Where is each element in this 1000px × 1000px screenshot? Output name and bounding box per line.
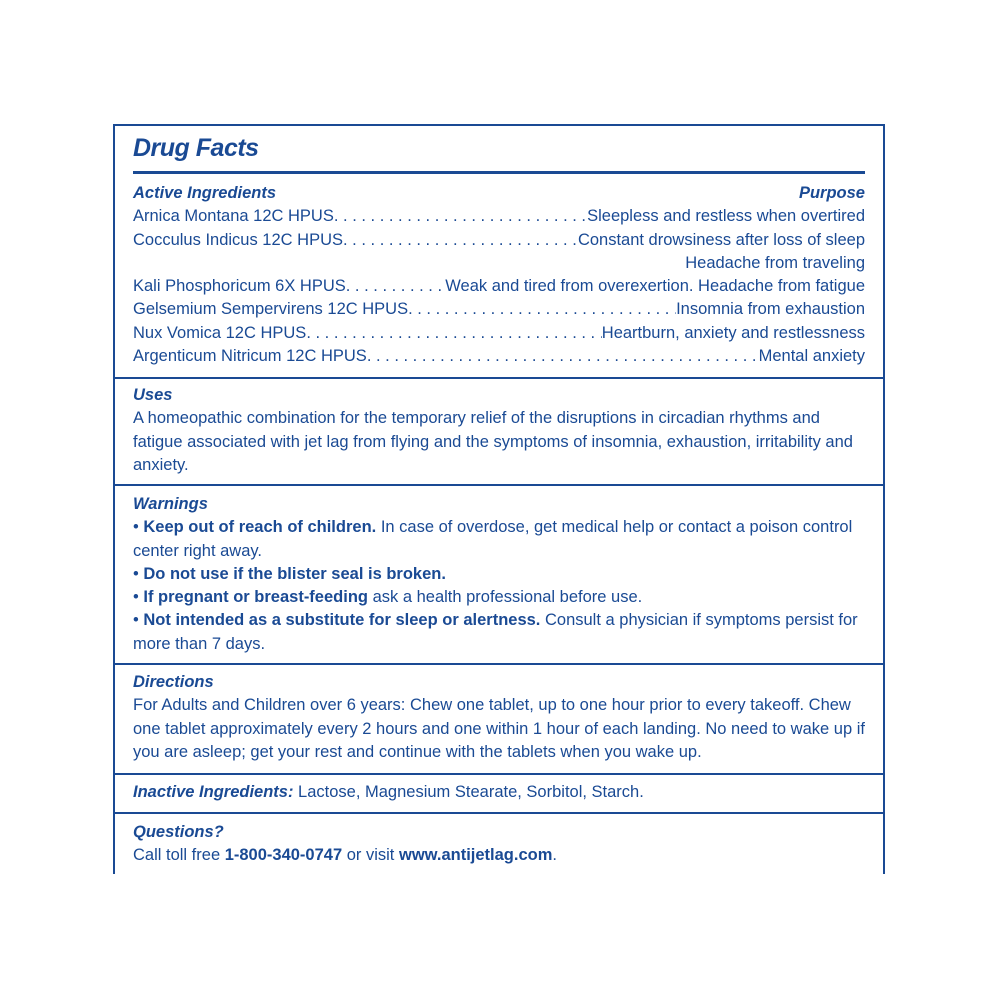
ingredient-purpose: Insomnia from exhaustion — [676, 300, 865, 319]
dot-leader — [343, 229, 578, 252]
questions-heading: Questions? — [133, 823, 224, 841]
ingredient-purpose: Constant drowsiness after loss of sleep — [577, 230, 865, 249]
dot-leader — [306, 322, 601, 345]
title-rule — [133, 171, 865, 174]
directions-text: For Adults and Children over 6 years: Chew one tablet, up to one hour prior to every takeoff. Chew one tablet approximately every 2 hours and one within 1 hour of each landing. No need to wake up if you are asleep; get your rest and continue with the tablets when you wake up. — [133, 696, 865, 761]
ingredient-row — [133, 298, 865, 321]
ingredient-row — [133, 322, 865, 345]
ingredient-purpose: Sleepless and restless when overtired — [587, 207, 865, 226]
questions-section — [133, 821, 865, 868]
warning-item: • Keep out of reach of children. In case of overdose, get medical help or contact a poison control center right away. — [133, 518, 853, 560]
ingredient-name: Nux Vomica 12C HPUS — [133, 323, 307, 342]
section-divider — [115, 663, 883, 665]
active-ingredients-section — [133, 182, 865, 368]
warning-item: • Do not use if the blister seal is broken. — [133, 564, 446, 583]
ingredient-purpose: Weak and tired from overexertion. Headache from fatigue — [445, 277, 865, 296]
warnings-heading: Warnings — [133, 495, 208, 513]
warning-emphasis: If pregnant or breast-feeding — [143, 588, 368, 607]
warning-emphasis: Not intended as a substitute for sleep or alertness. — [143, 611, 541, 630]
website-link: www.antijetlag.com — [398, 846, 553, 865]
section-divider — [115, 773, 883, 775]
directions-section — [133, 671, 865, 764]
ingredient-name: Cocculus Indicus 12C HPUS — [133, 230, 344, 249]
dot-leader — [367, 345, 759, 368]
warning-item: • Not intended as a substitute for sleep or alertness. Consult a physician if symptoms persist for more than 7 days. — [133, 611, 858, 653]
directions-heading: Directions — [133, 673, 214, 691]
inactive-ingredients-text: Lactose, Magnesium Stearate, Sorbitol, Starch. — [293, 783, 644, 801]
questions-prefix: Call toll free — [133, 846, 225, 865]
ingredient-row — [133, 345, 865, 368]
dot-leader — [346, 275, 445, 298]
warning-emphasis: Keep out of reach of children. — [143, 518, 377, 537]
ingredient-row — [133, 229, 865, 252]
inactive-ingredients-section — [133, 781, 865, 804]
ingredient-row — [133, 205, 865, 228]
warning-item: • If pregnant or breast-feeding ask a health professional before use. — [133, 588, 643, 607]
uses-text: A homeopathic combination for the temporary relief of the disruptions in circadian rhythms and fatigue associated with jet lag from flying and the symptoms of insomnia, exhaustion, irritability and anxiety. — [133, 409, 853, 474]
ingredient-name: Gelsemium Sempervirens 12C HPUS — [133, 300, 409, 319]
uses-heading: Uses — [133, 386, 173, 404]
warning-text: ask a health professional before use. — [367, 588, 643, 607]
ingredient-name: Argenticum Nitricum 12C HPUS — [133, 347, 367, 366]
ingredient-purpose: Heartburn, anxiety and restlessness — [601, 323, 865, 342]
phone-number: 1-800-340-0747 — [224, 846, 343, 865]
questions-middle: or visit — [342, 846, 399, 865]
uses-section — [133, 384, 865, 477]
warnings-section — [133, 493, 865, 656]
questions-suffix: . — [552, 846, 557, 865]
purpose-heading: Purpose — [798, 184, 865, 202]
warning-text: In case of overdose, get medical help or contact a poison control center right away. — [133, 518, 853, 560]
inactive-ingredients-heading: Inactive Ingredients: — [133, 783, 294, 801]
ingredient-name: Kali Phosphoricum 6X HPUS — [133, 277, 346, 296]
dot-leader — [334, 205, 587, 228]
ingredient-row — [133, 275, 865, 298]
drug-facts-panel — [113, 124, 885, 874]
page-title: Drug Facts — [133, 134, 259, 162]
section-divider — [115, 484, 883, 486]
dot-leader — [408, 298, 676, 321]
warning-text: Consult a physician if symptoms persist for more than 7 days. — [133, 611, 858, 653]
section-divider — [115, 377, 883, 379]
warning-emphasis: Do not use if the blister seal is broken. — [143, 564, 446, 583]
ingredient-purpose: Mental anxiety — [758, 347, 865, 366]
active-ingredients-heading: Active Ingredients — [133, 184, 277, 202]
section-divider — [115, 812, 883, 814]
ingredient-name: Arnica Montana 12C HPUS — [133, 207, 334, 226]
ingredient-purpose-continued: Headache from traveling — [685, 253, 865, 272]
